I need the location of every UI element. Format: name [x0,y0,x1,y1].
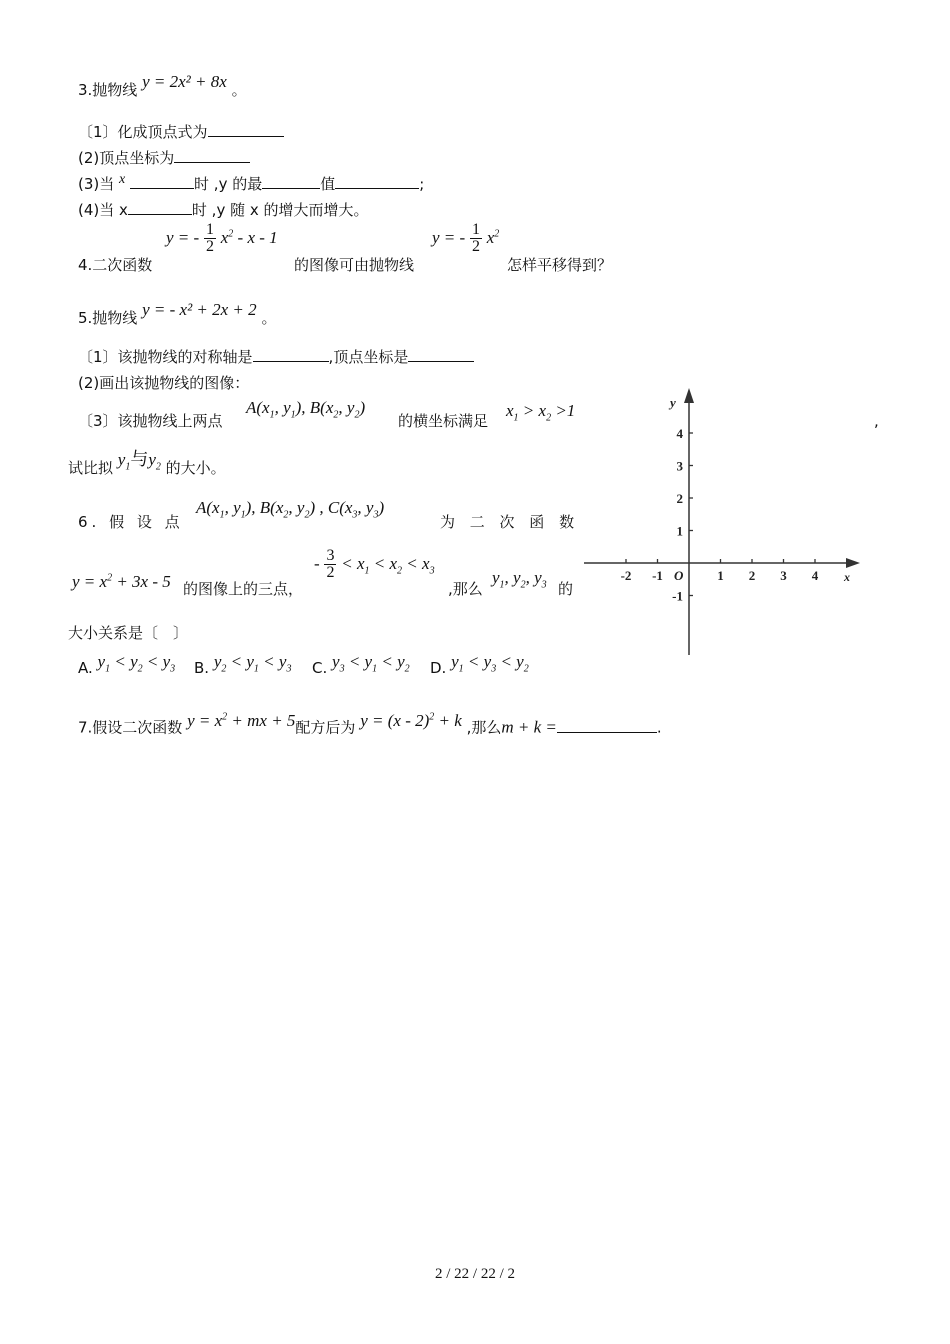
q6-option-c[interactable]: C. $y_3 < y_1 < y_2$ [312,652,410,677]
q6-line2-e [558,579,573,599]
q3-part2 [78,148,250,168]
q3-part3-blank1[interactable] [130,174,194,189]
q5-title: 5.抛物线 [78,309,138,327]
q5-part3-text-b: 的横坐标满足 [398,412,489,430]
q7-answer-blank[interactable] [557,718,657,733]
q5-condition: $x_1 > x_2 >1$ [506,401,576,424]
q6-option-a[interactable]: A. $y_1 < y_2 < y_3$ [78,652,176,677]
q7-text-a: 7.假设二次函数 [78,718,183,737]
q5-part4-text-a: 试比拟 [68,459,114,477]
q3-part1 [78,122,284,142]
q5-part3-text-a: 〔3〕该抛物线上两点 [78,412,223,430]
q6-points-expression: $A(x_1$, $y_1$), $B(x_2$, $y_2$) , $C(x_3$, $y_3$) [196,498,385,521]
q6-text-e: 的 [558,580,574,598]
q4-text-b: 的图像可由抛物线 [294,256,415,274]
q5-part1-blank1[interactable] [253,347,329,362]
q6-text-c: 的图像上的三点， [183,580,304,598]
coordinate-grid[interactable] [580,385,870,660]
q3-part1-blank[interactable] [208,122,284,137]
q3-expression: y = 2x² + 8x [142,72,227,91]
q4-text-c-line [507,255,612,275]
y-tick-label: 3 [676,458,683,474]
y-tick-label: 2 [676,491,683,506]
q7-line: 7.假设二次函数 $y = x^2$ + mx + 5配方后为 y = (x - 2)$^2$ + k ,那么m + k = . [78,710,662,737]
q5-period: 。 [261,309,277,327]
q6-option-b-label: B. [194,659,210,677]
x-axis-arrow-icon [846,558,860,568]
x-tick-label: 1 [717,568,724,583]
q4-function-expression: y = - $\frac{1}{2}$ $x^2$ - x - 1 [166,221,278,255]
q5-comma: , [874,412,879,430]
q4-text-c: 怎样平移得到？ [507,256,613,274]
q5-part3 [78,411,223,431]
q5-part4-text-b: 与 [130,449,149,470]
q3-part3-text-a: (3)当 [78,175,115,193]
q3-part4-text-b: 时 ,y 随 x 的增大而增大。 [191,201,369,219]
x-tick-label: 2 [748,568,756,583]
q7-text-d: . [656,718,662,737]
q6-ys: $y_1$, $y_2$, $y_3$ [492,568,547,591]
q3-part3 [78,174,424,196]
q6-option-d[interactable]: D. $y_1 < y_3 < y_2$ [430,652,529,677]
q3-period: 。 [231,81,247,99]
q3-line [78,72,247,100]
q6-text-b: 为 二 次 函 数 [440,513,580,531]
q7-text-b: 配方后为 [295,718,356,737]
q6-text-f: 大小关系是〔 〕 [68,624,189,642]
q4-line [78,255,152,275]
y-tick-label: 1 [676,523,683,539]
x-tick-label: 4 [811,568,819,583]
q5-part1-text-b: ,顶点坐标是 [328,348,409,366]
q3-part3-blank2[interactable] [262,174,320,189]
q5-part2 [78,373,249,393]
q3-part4-blank[interactable] [128,200,192,215]
q7-text-c: ,那么 [466,718,502,737]
q4-text-b-line [294,255,414,275]
q5-part4-text-c: 的大小。 [165,459,226,477]
q6-option-c-label: C. [312,659,328,677]
q6-text-d: ,那么 [448,580,483,598]
q3-part3-x: x [119,172,126,187]
q6-option-a-label: A. [78,659,93,677]
q3-part3-text-c: 值 [320,175,336,193]
q5-part4: 试比拟 $y_1$与$y_2$ 的大小。 [68,449,226,477]
q6-option-b[interactable]: B. $y_2 < y_1 < y_3$ [194,652,292,677]
q3-part2-text: (2)顶点坐标为 [78,149,175,167]
q3-part4-text-a: (4)当 x [78,201,128,219]
origin-label: O [674,568,684,583]
q3-part3-text-d: ; [419,175,425,193]
q3-title: 3.抛物线 [78,81,138,99]
y-axis-arrow-icon [684,388,694,403]
q3-part1-text: 〔1〕化成顶点式为 [78,123,208,141]
q3-part3-text-b: 时 ,y 的最 [194,175,263,193]
q6-function-expression: $y = x^2 + 3x - 5$ [72,571,171,591]
q4-parabola-expression: y = - $\frac{1}{2}$ $x^2$ [432,221,500,255]
x-tick-label: -1 [652,568,663,583]
q6-text-a: 6. 假 设 点 [78,513,184,531]
x-tick-label: -2 [620,568,632,583]
q3-part3-blank3[interactable] [335,174,419,189]
q6-line2-d [448,579,483,599]
y-tick-label: 4 [676,426,683,441]
q5-expression: y = - x² + 2x + 2 [142,300,257,319]
q3-part2-blank[interactable] [174,148,250,163]
q3-part4 [78,200,369,220]
q6-line1-a [78,512,184,532]
q5-line [78,300,277,328]
q5-part2-text: (2)画出该抛物线的图像： [78,374,250,392]
q6-line2-c [183,579,303,599]
y-tick-label: -1 [672,588,683,604]
x-tick-label: 3 [780,568,787,583]
q6-option-d-label: D. [430,659,447,677]
q6-condition: - $\frac{3}{2}$ < $x_1 < x_2 < x_3$ [314,547,435,581]
q4-text-a: 4.二次函数 [78,256,153,274]
q5-points-expression: $A(x_1$, $y_1$), $B(x_2$, $y_2$) [246,398,366,421]
page-footer: 2 / 22 / 22 / 2 [434,1266,515,1282]
q5-part3-text-b-line [398,411,488,431]
x-axis-label: x [844,570,850,584]
q5-part1 [78,347,474,367]
q6-line3 [68,623,188,643]
q5-part1-text-a: 〔1〕该抛物线的对称轴是 [78,348,253,366]
y-axis-label: y [670,395,676,410]
q5-trailing-comma [874,411,879,431]
q6-line1-b [440,512,579,532]
q5-part1-blank2[interactable] [408,347,474,362]
